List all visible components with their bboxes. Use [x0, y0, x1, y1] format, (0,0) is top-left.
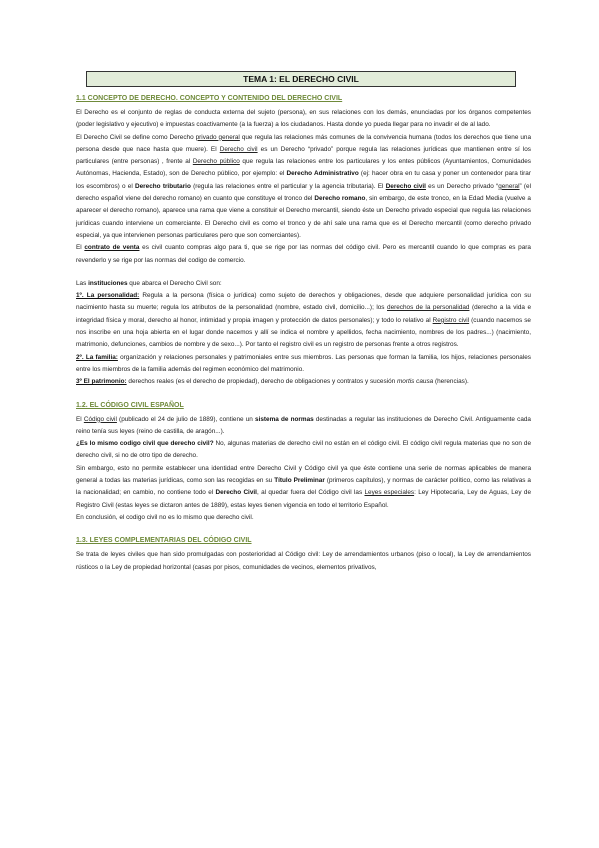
paragraph-definition-derecho: El Derecho es el conjunto de reglas de conducta externa del sujeto (persona), en sus relaciones con los demás, enunciadas por los órganos competentes (poder legislativo y ejecutivo) e impuestas coactivamente (a la fuerza) a los ciudadanos. Hasta donde yo pueda llegar para no invadir el de al lado. [76, 109, 531, 129]
paragraph-patrimonio: 3º El patrimonio: derechos reales (es el derecho de propiedad), derecho de obligaciones y contratos y sucesión mortis causa (herencias). [76, 378, 469, 386]
paragraph-familia: 2º. La familia: organización y relaciones personales y patrimoniales entre sus miembros. Las personas que forman la familia, los hijos, relaciones personales entre los miembros de la familia además del regimen económico del matrimonio. [76, 353, 531, 373]
paragraph-derecho-civil: El Derecho Civil se define como Derecho privado general que regula las relaciones más comunes de la convivencia humana (todos los derechos que tiene una persona desde que nace hasta que muere). El Derecho civil es un Derecho “privado” porque regula las relaciones jurídicas que mantienen entre sí los particulares (entre personas) , frente al Derecho público que regula las relaciones entre los particulares y los entes públicos (Ayuntamientos, Comunidades Autónomas, Hacienda, Estado), son de Derecho público, por ejemplo: el Derecho Administrativo (ej: hacer obra en tu casa y poner un contenedor para tirar los escombros) o el Derecho tributario (regula las relaciones entre el particular y la agencia tributaria). El Derecho civil es un Derecho privado “general” (el derecho español viene del derecho romano) en cuanto que constituye el tronco del Derecho romano, sin embargo, de este tronco, en la Edad Media (vuelve a aparecer el derecho romano), aparece una rama que viene a constituir el Derecho mercantil, siendo éste un Derecho privado especial que regula las relaciones jurídicas cuando interviene un comerciante. El Derecho civil es como el tronco y de ahí sale una rama que es el Derecho mercantil (como derecho privado especial, ya que intervienen personas particulares pero que son comerciantes). [76, 133, 532, 239]
paragraph-instituciones: Las instituciones que abarca el Derecho Civil son: [76, 279, 222, 287]
section-heading-1-1: 1.1 CONCEPTO DE DERECHO. CONCEPTO Y CONTENIDO DEL DERECHO CIVIL [76, 95, 343, 102]
document-body [76, 93, 531, 574]
paragraph-contrato-venta: El contrato de venta es civil cuanto compras algo para ti, que se rige por las normas del código civil. Pero es mercantil cuando lo que compras es para revenderlo y se rige por las normas del codigo de comercio. [76, 244, 531, 264]
paragraph-pregunta: ¿Es lo mismo codigo civil que derecho civil? No, algunas materias de derecho civil no están en el código civil. El código civil regula materias que no son de derecho civil, si no de otro tipo de derecho. [76, 440, 531, 460]
section-heading-1-3: 1.3. LEYES COMPLEMENTARIAS DEL CÓDIGO CIVIL [76, 537, 252, 545]
paragraph-conclusion: En conclusión, el codigo civil no es lo mismo que derecho civil. [76, 513, 254, 521]
paragraph-codigo-civil: El Código civil (publicado el 24 de julio de 1889), contiene un sistema de normas destinadas a regular las instituciones de Derecho Civil. Antiguamente cada reino tenía sus leyes (reino de castilla, de aragón...). [76, 415, 531, 435]
section-heading-1-2: 1.2. EL CÓDIGO CIVIL ESPAÑOL [76, 401, 184, 409]
paragraph-personalidad: 1º. La personalidad: Regula a la persona (física o jurídica) como sujeto de derechos y obligaciones, desde que adquiere personalidad jurídica con su nacimiento hasta su muerte; regula los atributos de la personalidad (nombre, estado civil, domicilio...); los derechos de la personalidad (derecho a la vida e integridad física y moral, derecho al honor, intimidad y propia imagen y protección de datos personales); y todo lo relativo al Registro civil (cuando nacemos se nos inscribe en una hoja abierta en el lugar donde nacemos y allí se indica el nombre y apellidos, fecha nacimiento, nombres de los padres...) (nacimiento, matrimonio, defunciones, cambios de nombre y de sexo...). Por tanto el registro civil es un registro de personas frente a otros registros. [76, 292, 532, 349]
page-title: TEMA 1: EL DERECHO CIVIL [86, 71, 516, 87]
paragraph-sin-embargo: Sin embargo, esto no permite establecer una identidad entre Derecho Civil y Código civil ya que éste contiene una serie de normas aplicables de manera general a todas las materias jurídicas, como son las recogidas en su Título Preliminar (primeros capítulos), y normas de carácter político, como las relativas a la nacionalidad; en cambio, no contiene todo el Derecho Civil, al quedar fuera del Código civil las Leyes especiales: Ley Hipotecaria, Ley de Aguas, Ley de Registro Civil (estas leyes se dictaron antes de 1889), estas leyes tienen vigencia en todo el territorio Español. [76, 464, 531, 509]
paragraph-leyes-complementarias: Se trata de leyes civiles que han sido promulgadas con posterioridad al Código civil: Ley de arrendamientos urbanos (piso o local), la Ley de arrendamientos rústicos o la Ley de propiedad horizontal (casas por pisos, comunidades de vecinos, elementos privativos, [76, 551, 531, 571]
